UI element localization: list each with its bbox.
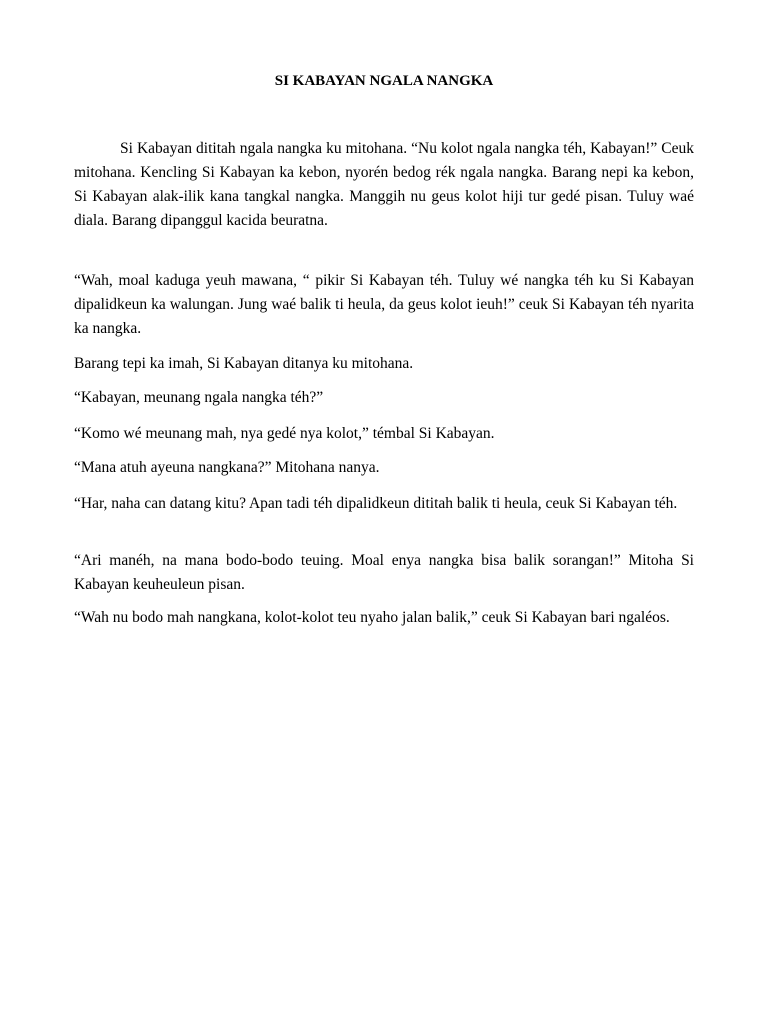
paragraph-3: Barang tepi ka imah, Si Kabayan ditanya ku mitohana.	[74, 355, 414, 372]
paragraph-4: “Kabayan, meunang ngala nangka téh?”	[74, 389, 324, 406]
paragraph-7: “Har, naha can datang kitu? Apan tadi téh dipalidkeun dititah balik ti heula, ceuk Si Kabayan téh.	[74, 495, 678, 512]
paragraph-1: Si Kabayan dititah ngala nangka ku mitohana. “Nu kolot ngala nangka téh, Kabayan!” Ceuk mitohana. Kencling Si Kabayan ka kebon, nyorén bedog rék ngala nangka. Barang nepi ka kebon, Si Kabayan alak-ilik kana tangkal nangka. Manggih nu geus kolot hiji tur gedé pisan. Tuluy waé diala. Barang dipanggul kacida beuratna.	[74, 140, 694, 229]
paragraph-5: “Komo wé meunang mah, nya gedé nya kolot,” témbal Si Kabayan.	[74, 425, 495, 442]
paragraph-9: “Wah nu bodo mah nangkana, kolot-kolot teu nyaho jalan balik,” ceuk Si Kabayan bari ngaléos.	[74, 609, 670, 626]
paragraph-6: “Mana atuh ayeuna nangkana?” Mitohana nanya.	[74, 459, 380, 476]
paragraph-2: “Wah, moal kaduga yeuh mawana, “ pikir Si Kabayan téh. Tuluy wé nangka téh ku Si Kabayan dipalidkeun ka walungan. Jung waé balik ti heula, da geus kolot ieuh!” ceuk Si Kabayan téh nyarita ka nangka.	[74, 272, 694, 337]
story-title: SI KABAYAN NGALA NANGKA	[274, 73, 494, 89]
paragraph-8: “Ari manéh, na mana bodo-bodo teuing. Moal enya nangka bisa balik sorangan!” Mitoha Si Kabayan keuheuleun pisan.	[74, 552, 694, 593]
